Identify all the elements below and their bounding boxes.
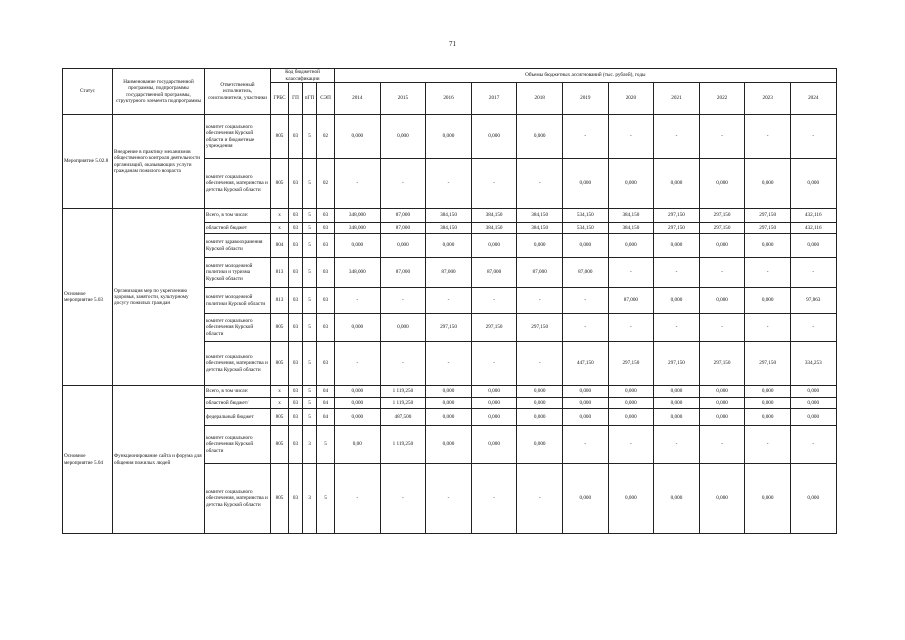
value-cell: 384,150 (608, 223, 654, 234)
code-cell: 5 (303, 258, 317, 288)
value-cell: 0,000 (335, 398, 381, 409)
value-cell: 0,000 (471, 409, 517, 426)
code-cell: 03 (317, 234, 335, 258)
table-row (63, 209, 837, 223)
value-cell: 0,000 (562, 386, 608, 398)
value-cell: - (471, 288, 517, 314)
value-cell: 0,000 (562, 464, 608, 534)
value-cell: 1 119,250 (380, 386, 426, 398)
code-cell: 03 (289, 314, 303, 342)
value-cell: 297,150 (471, 314, 517, 342)
value-cell: 348,000 (335, 258, 381, 288)
code-cell: 03 (289, 159, 303, 209)
header-year-2024: 2024 (790, 83, 836, 115)
value-cell: 87,000 (517, 258, 563, 288)
value-cell: 0,000 (517, 234, 563, 258)
value-cell: 297,150 (608, 342, 654, 386)
value-cell: 0,000 (654, 409, 700, 426)
row-responsible: комитет социального обеспечения, материнства и детства Курской области (205, 342, 271, 386)
header-volumes: Объемы бюджетных ассигнований (тыс. рублей), годы (335, 69, 837, 83)
value-cell: 0,000 (335, 409, 381, 426)
value-cell: 0,000 (608, 234, 654, 258)
code-cell: 5 (303, 223, 317, 234)
value-cell: 0,00 (335, 426, 381, 464)
value-cell: 0,000 (562, 398, 608, 409)
row-responsible: Всего, в том числе: (205, 209, 271, 223)
value-cell: - (471, 342, 517, 386)
value-cell: - (562, 115, 608, 159)
code-cell: 04 (317, 398, 335, 409)
value-cell: 0,000 (699, 464, 745, 534)
code-cell: 03 (317, 314, 335, 342)
value-cell: 0,000 (517, 386, 563, 398)
value-cell: 0,000 (608, 464, 654, 534)
code-cell: 805 (271, 426, 289, 464)
code-cell: 03 (289, 234, 303, 258)
value-cell: 0,000 (699, 288, 745, 314)
code-cell: 03 (289, 288, 303, 314)
value-cell: 534,150 (562, 223, 608, 234)
value-cell: 297,150 (745, 209, 791, 223)
value-cell: - (699, 426, 745, 464)
code-cell: 03 (317, 223, 335, 234)
value-cell: - (654, 314, 700, 342)
value-cell: - (335, 159, 381, 209)
row-name: Функционирование сайта и форума для общения пожилых людей (113, 386, 205, 534)
header-year-2023: 2023 (745, 83, 791, 115)
value-cell: 87,000 (380, 209, 426, 223)
value-cell: - (380, 159, 426, 209)
value-cell: - (790, 426, 836, 464)
value-cell: 0,000 (517, 115, 563, 159)
value-cell: 0,000 (517, 398, 563, 409)
row-responsible: комитет социального обеспечения Курской области и бюджетные учреждения (205, 115, 271, 159)
header-responsible: Ответственный исполнитель, соисполнители, участники (205, 69, 271, 115)
value-cell: 0,000 (517, 426, 563, 464)
value-cell: - (517, 159, 563, 209)
value-cell: 432,116 (790, 223, 836, 234)
code-cell: 03 (289, 223, 303, 234)
value-cell: 0,000 (426, 398, 472, 409)
header-year-2014: 2014 (335, 83, 381, 115)
row-responsible: комитет здравоохранения Курской области (205, 234, 271, 258)
row-name: Организация мер по укреплению здоровья, занятости, культурному досугу пожилых граждан (113, 209, 205, 386)
value-cell: 1 119,250 (380, 398, 426, 409)
value-cell: 0,000 (699, 409, 745, 426)
value-cell: - (562, 288, 608, 314)
code-cell: 5 (317, 464, 335, 534)
value-cell: 0,000 (471, 426, 517, 464)
value-cell: 534,150 (562, 209, 608, 223)
value-cell: - (335, 342, 381, 386)
value-cell: - (426, 464, 472, 534)
value-cell: 0,000 (745, 464, 791, 534)
value-cell: 0,000 (745, 386, 791, 398)
value-cell: - (745, 258, 791, 288)
row-name: Внедрение в практику механизмов общественного контроля деятельности организаций, оказывающих услуги гражданам пожилого возраста (113, 115, 205, 209)
value-cell: 0,000 (654, 398, 700, 409)
code-cell: 03 (289, 426, 303, 464)
value-cell: 384,150 (608, 209, 654, 223)
row-responsible: Всего, в том числе: (205, 386, 271, 398)
value-cell: - (608, 115, 654, 159)
value-cell: - (562, 426, 608, 464)
code-cell: х (271, 398, 289, 409)
value-cell: 87,000 (380, 223, 426, 234)
value-cell: 0,000 (426, 234, 472, 258)
code-cell: 03 (289, 258, 303, 288)
value-cell: 0,000 (790, 234, 836, 258)
table-row (63, 115, 837, 159)
value-cell: 0,000 (699, 386, 745, 398)
code-cell: 03 (317, 288, 335, 314)
code-cell: 805 (271, 159, 289, 209)
value-cell: - (517, 342, 563, 386)
value-cell: - (699, 314, 745, 342)
header-code-grbs: ГРБС (271, 83, 289, 115)
code-cell: 03 (289, 342, 303, 386)
value-cell: 0,000 (790, 409, 836, 426)
value-cell: 0,000 (380, 314, 426, 342)
row-responsible: комитет социального обеспечения Курской области (205, 314, 271, 342)
code-cell: 5 (303, 288, 317, 314)
row-responsible: комитет молодежной политики и туризма Курской области (205, 258, 271, 288)
header-budget-code: Код бюджетной классификации (271, 69, 335, 83)
value-cell: 384,150 (426, 209, 472, 223)
value-cell: 384,150 (471, 209, 517, 223)
value-cell: 0,000 (699, 398, 745, 409)
value-cell: - (790, 314, 836, 342)
value-cell: 0,000 (471, 115, 517, 159)
value-cell: 0,000 (654, 464, 700, 534)
value-cell: 0,000 (654, 288, 700, 314)
code-cell: 5 (303, 386, 317, 398)
value-cell: 0,000 (562, 234, 608, 258)
code-cell: 03 (317, 342, 335, 386)
value-cell: - (608, 314, 654, 342)
code-cell: 805 (271, 409, 289, 426)
value-cell: 0,000 (426, 409, 472, 426)
code-cell: 02 (317, 115, 335, 159)
value-cell: 0,000 (471, 386, 517, 398)
value-cell: - (699, 258, 745, 288)
value-cell: - (335, 464, 381, 534)
code-cell: 5 (303, 342, 317, 386)
code-cell: 813 (271, 258, 289, 288)
value-cell: 297,150 (699, 342, 745, 386)
value-cell: 297,150 (654, 209, 700, 223)
value-cell: 0,000 (699, 159, 745, 209)
code-cell: 5 (303, 115, 317, 159)
row-status: Мероприятие 5.02.8 (63, 115, 113, 209)
value-cell: 0,000 (426, 386, 472, 398)
value-cell: - (426, 159, 472, 209)
value-cell: 384,150 (426, 223, 472, 234)
code-cell: 03 (317, 258, 335, 288)
value-cell: - (745, 314, 791, 342)
value-cell: 87,000 (471, 258, 517, 288)
value-cell: 297,150 (699, 223, 745, 234)
row-responsible: областной бюджет/ (205, 398, 271, 409)
code-cell: 5 (303, 209, 317, 223)
row-status: Основное мероприятие 5.04 (63, 386, 113, 534)
code-cell: 03 (289, 386, 303, 398)
value-cell: 297,150 (745, 223, 791, 234)
value-cell: 0,000 (745, 288, 791, 314)
value-cell: 0,000 (654, 159, 700, 209)
value-cell: - (608, 258, 654, 288)
value-cell: 0,000 (380, 115, 426, 159)
value-cell: - (517, 464, 563, 534)
budget-table (62, 68, 837, 534)
code-cell: 805 (271, 314, 289, 342)
value-cell: 384,150 (517, 209, 563, 223)
header-year-2015: 2015 (380, 83, 426, 115)
value-cell: 0,000 (562, 159, 608, 209)
value-cell: 0,000 (562, 409, 608, 426)
value-cell: 0,000 (517, 409, 563, 426)
value-cell: 487,500 (380, 409, 426, 426)
value-cell: 348,000 (335, 223, 381, 234)
value-cell: - (380, 464, 426, 534)
value-cell: 0,000 (608, 159, 654, 209)
value-cell: 447,150 (562, 342, 608, 386)
header-year-2019: 2019 (562, 83, 608, 115)
value-cell: 87,000 (562, 258, 608, 288)
code-cell: 5 (303, 234, 317, 258)
value-cell: - (380, 288, 426, 314)
value-cell: 0,000 (745, 398, 791, 409)
row-responsible: комитет социального обеспечения, материнства и детства Курской области (205, 159, 271, 209)
value-cell: - (608, 426, 654, 464)
value-cell: 0,000 (790, 159, 836, 209)
table-row (63, 386, 837, 398)
value-cell: 0,000 (471, 234, 517, 258)
value-cell: - (562, 314, 608, 342)
header-year-2017: 2017 (471, 83, 517, 115)
value-cell: 0,000 (471, 398, 517, 409)
value-cell: - (654, 115, 700, 159)
value-cell: - (745, 426, 791, 464)
value-cell: 432,116 (790, 209, 836, 223)
value-cell: 0,000 (608, 398, 654, 409)
code-cell: 5 (303, 409, 317, 426)
value-cell: - (380, 342, 426, 386)
value-cell: 0,000 (335, 314, 381, 342)
value-cell: 0,000 (745, 234, 791, 258)
value-cell: 0,000 (790, 386, 836, 398)
code-cell: 805 (271, 342, 289, 386)
row-responsible: федеральный бюджет (205, 409, 271, 426)
row-responsible: комитет социального обеспечения Курской области (205, 426, 271, 464)
page-number: 71 (449, 40, 456, 48)
value-cell: 0,000 (380, 234, 426, 258)
code-cell: 03 (289, 209, 303, 223)
header-year-2020: 2020 (608, 83, 654, 115)
header-year-2022: 2022 (699, 83, 745, 115)
code-cell: 804 (271, 234, 289, 258)
value-cell: 0,000 (654, 234, 700, 258)
value-cell: 87,000 (608, 288, 654, 314)
value-cell: 0,000 (335, 234, 381, 258)
value-cell: - (335, 288, 381, 314)
row-responsible: комитет молодежной политики Курской области (205, 288, 271, 314)
code-cell: 03 (289, 115, 303, 159)
code-cell: 813 (271, 288, 289, 314)
value-cell: - (654, 258, 700, 288)
code-cell: 3 (303, 426, 317, 464)
row-status: Основное мероприятие 5.03 (63, 209, 113, 386)
code-cell: 03 (289, 464, 303, 534)
value-cell: 87,000 (380, 258, 426, 288)
code-cell: 5 (317, 426, 335, 464)
value-cell: - (790, 115, 836, 159)
value-cell: - (654, 426, 700, 464)
value-cell: 0,000 (426, 426, 472, 464)
value-cell: 0,000 (790, 464, 836, 534)
header-year-2018: 2018 (517, 83, 563, 115)
value-cell: 297,150 (654, 342, 700, 386)
value-cell: 0,000 (699, 234, 745, 258)
header-year-2016: 2016 (426, 83, 472, 115)
value-cell: 0,000 (790, 398, 836, 409)
code-cell: 03 (289, 398, 303, 409)
code-cell: 5 (303, 398, 317, 409)
header-code-sep: СЭП (317, 83, 335, 115)
value-cell: 0,000 (335, 115, 381, 159)
value-cell: 0,000 (654, 386, 700, 398)
code-cell: 805 (271, 115, 289, 159)
header-code-pgp: пГП (303, 83, 317, 115)
value-cell: - (790, 258, 836, 288)
code-cell: 04 (317, 386, 335, 398)
code-cell: х (271, 386, 289, 398)
value-cell: 87,000 (426, 258, 472, 288)
header-year-2021: 2021 (654, 83, 700, 115)
code-cell: 03 (289, 409, 303, 426)
row-responsible: областной бюджет (205, 223, 271, 234)
row-responsible: комитет социального обеспечения, материнства и детства Курской области (205, 464, 271, 534)
value-cell: - (699, 115, 745, 159)
code-cell: 04 (317, 409, 335, 426)
value-cell: 0,000 (426, 115, 472, 159)
value-cell: 297,150 (517, 314, 563, 342)
header-name: Наименование государственной программы, подпрограммы государственной программы, структурного элемента подпрограммы (113, 69, 205, 115)
value-cell: 0,000 (608, 386, 654, 398)
value-cell: 297,150 (426, 314, 472, 342)
value-cell: 297,150 (654, 223, 700, 234)
value-cell: - (471, 159, 517, 209)
value-cell: 334,253 (790, 342, 836, 386)
value-cell: 0,000 (745, 159, 791, 209)
code-cell: 3 (303, 464, 317, 534)
code-cell: 805 (271, 464, 289, 534)
code-cell: 5 (303, 159, 317, 209)
code-cell: х (271, 223, 289, 234)
value-cell: 1 119,250 (380, 426, 426, 464)
value-cell: 97,863 (790, 288, 836, 314)
value-cell: - (745, 115, 791, 159)
value-cell: 0,000 (608, 409, 654, 426)
value-cell: 0,000 (335, 386, 381, 398)
code-cell: 02 (317, 159, 335, 209)
value-cell: 384,150 (517, 223, 563, 234)
code-cell: 03 (317, 209, 335, 223)
code-cell: 5 (303, 314, 317, 342)
code-cell: х (271, 209, 289, 223)
header-status: Статус (63, 69, 113, 115)
value-cell: - (426, 342, 472, 386)
value-cell: 297,150 (699, 209, 745, 223)
value-cell: 297,150 (745, 342, 791, 386)
value-cell: 348,000 (335, 209, 381, 223)
header-code-gp: ГП (289, 83, 303, 115)
value-cell: 384,150 (471, 223, 517, 234)
value-cell: - (471, 464, 517, 534)
value-cell: - (517, 288, 563, 314)
value-cell: 0,000 (745, 409, 791, 426)
value-cell: - (426, 288, 472, 314)
